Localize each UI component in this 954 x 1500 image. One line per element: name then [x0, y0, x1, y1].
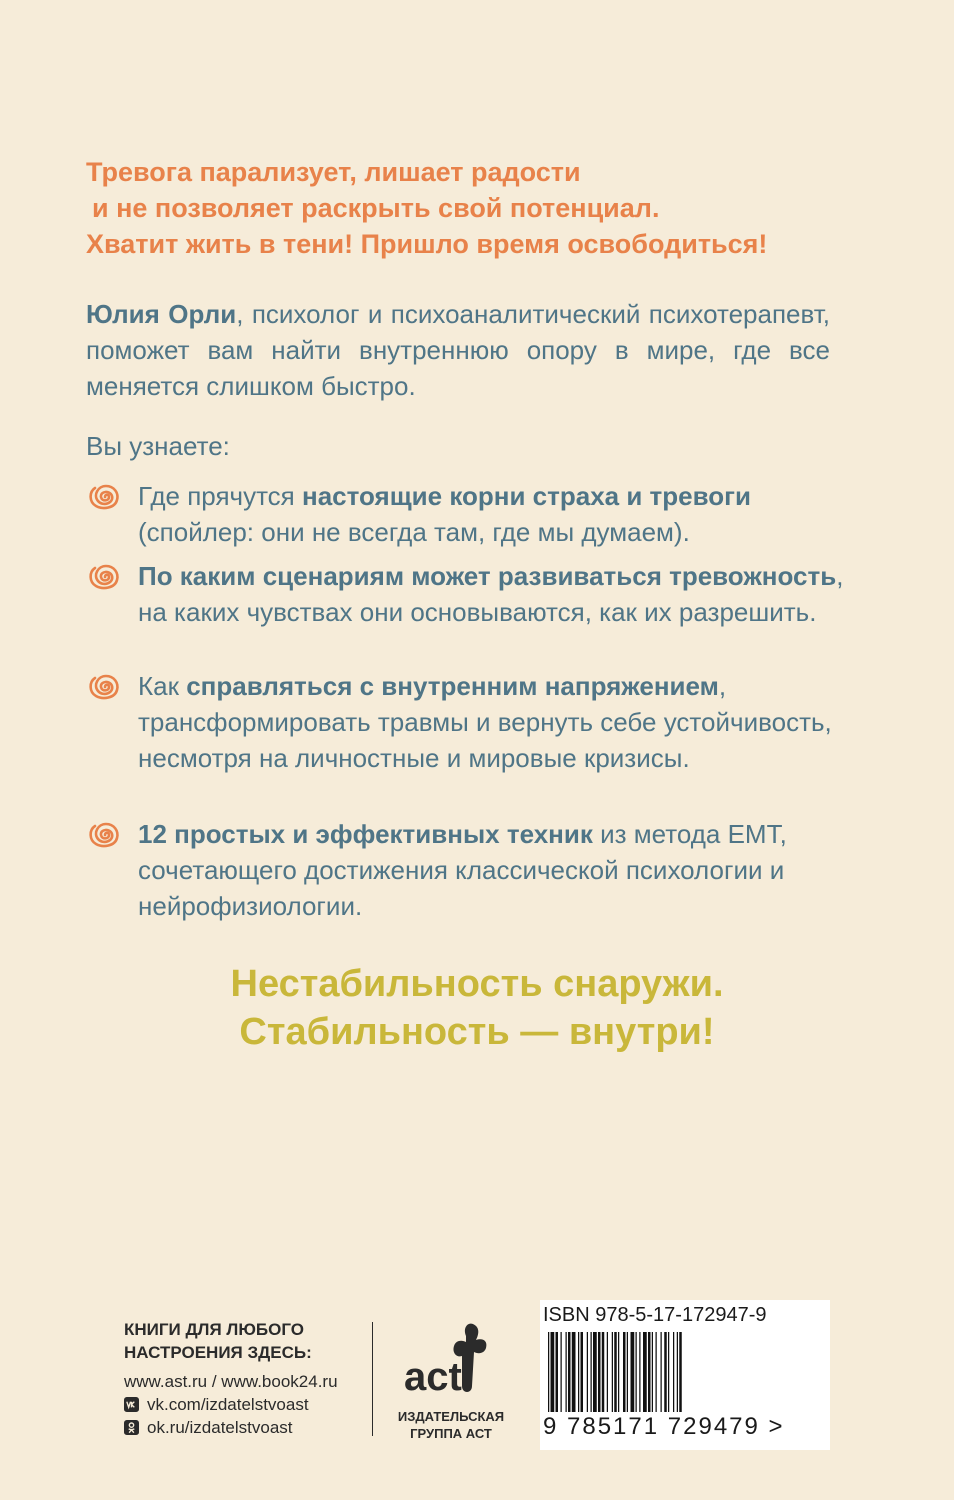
barcode-bar	[578, 1332, 579, 1412]
spiral-icon	[86, 560, 122, 592]
barcode-bar	[677, 1332, 678, 1412]
barcode-bar	[631, 1332, 635, 1412]
hook-line: и не позволяет раскрыть свой потенциал.	[92, 193, 660, 223]
bullet-text-plain: (спойлер: они не всегда там, где мы думаем).	[138, 517, 690, 547]
barcode-bar	[656, 1332, 657, 1412]
author-intro-text: , психолог и психоаналитический психотерапевт, поможет вам найти внутреннюю опору в мире, где все меняется слишком быстро.	[86, 299, 830, 401]
spiral-icon	[86, 818, 122, 850]
barcode	[548, 1332, 788, 1412]
barcode-bar	[548, 1332, 549, 1412]
slogan-line: Стабильность — внутри!	[239, 1011, 715, 1053]
barcode-bar	[598, 1332, 601, 1412]
vk-icon	[124, 1397, 139, 1412]
hook-line: Хватит жить в тени! Пришло время освободиться!	[86, 229, 768, 259]
barcode-bar	[561, 1332, 562, 1412]
bullet-text-plain: , на каких чувствах они основываются, как их разрешить.	[138, 561, 844, 627]
ok-icon	[124, 1420, 139, 1435]
barcode-bar	[568, 1332, 571, 1412]
author-intro	[86, 296, 830, 404]
barcode-bar	[652, 1332, 653, 1412]
bullet-text-bold: справляться с внутренним напряжением	[186, 671, 719, 701]
list-item	[86, 668, 846, 776]
website-link[interactable]: www.ast.ru / www.book24.ru	[124, 1372, 338, 1391]
barcode-bar	[668, 1332, 669, 1412]
barcode-bar	[556, 1332, 559, 1412]
barcode-bar	[612, 1332, 613, 1412]
barcode-bar	[636, 1332, 637, 1412]
barcode-bar	[572, 1332, 576, 1412]
bullet-text-bold: По каким сценариям может развиваться тревожность	[138, 561, 837, 591]
bullet-text-plain: , трансформировать травмы и вернуть себе устойчивость, несмотря на личностные и мировые кризисы.	[138, 671, 832, 773]
footer-divider	[372, 1322, 373, 1436]
list-item	[86, 478, 846, 550]
slogan-line: Нестабильность снаружи.	[230, 963, 724, 1005]
barcode-bar	[607, 1332, 608, 1412]
slogan	[0, 960, 954, 1056]
list-item	[86, 558, 846, 630]
publisher-caption-line: ИЗДАТЕЛЬСКАЯ	[397, 1409, 505, 1424]
isbn-label: ISBN 978-5-17-172947-9	[543, 1304, 767, 1326]
barcode-bar	[623, 1332, 626, 1412]
hook-line: Тревога парализует, лишает радости	[86, 157, 581, 187]
publisher-links	[124, 1318, 338, 1439]
vk-link[interactable]	[124, 1393, 338, 1416]
barcode-bar	[664, 1332, 667, 1412]
barcode-bar	[627, 1332, 628, 1412]
spiral-icon	[86, 670, 122, 702]
barcode-bar	[602, 1332, 605, 1412]
bullet-text-plain: Где прячутся	[138, 481, 302, 511]
barcode-bar	[643, 1332, 647, 1412]
links-heading: НАСТРОЕНИЯ ЗДЕСЬ:	[124, 1343, 312, 1362]
author-name: Юлия Орли	[86, 299, 237, 329]
links-heading: КНИГИ ДЛЯ ЛЮБОГО	[124, 1320, 304, 1339]
logo-text: act	[404, 1355, 462, 1399]
barcode-bar	[614, 1332, 617, 1412]
publisher-caption-line: ГРУППА АСТ	[410, 1426, 492, 1441]
barcode-digits: 9 785171 729479 >	[543, 1413, 785, 1440]
publisher-caption	[386, 1408, 516, 1442]
barcode-bar	[618, 1332, 619, 1412]
bullet-text-plain: из метода ЕМТ, сочетающего достижения классической психологии и нейрофизиологии.	[138, 819, 787, 921]
barcode-bar	[661, 1332, 662, 1412]
bullet-text-bold: 12 простых и эффективных техник	[138, 819, 593, 849]
list-item	[86, 816, 846, 924]
bullet-text-bold: настоящие корни страха и тревоги	[302, 481, 751, 511]
barcode-bar	[587, 1332, 588, 1412]
spiral-icon	[86, 480, 122, 512]
barcode-bar	[551, 1332, 555, 1412]
barcode-bar	[673, 1332, 674, 1412]
hook-text	[86, 154, 886, 262]
vk-link-text: vk.com/izdatelstvoast	[147, 1395, 309, 1414]
barcode-bar	[566, 1332, 567, 1412]
learn-label: Вы узнаете:	[86, 431, 230, 461]
bullet-text-plain: Как	[138, 671, 187, 701]
ok-link-text: ok.ru/izdatelstvoast	[147, 1418, 293, 1437]
barcode-bar	[679, 1332, 682, 1412]
barcode-bar	[593, 1332, 597, 1412]
barcode-bar	[648, 1332, 651, 1412]
barcode-bar	[639, 1332, 640, 1412]
barcode-bar	[591, 1332, 592, 1412]
barcode-bar	[581, 1332, 584, 1412]
ok-link[interactable]	[124, 1416, 338, 1439]
